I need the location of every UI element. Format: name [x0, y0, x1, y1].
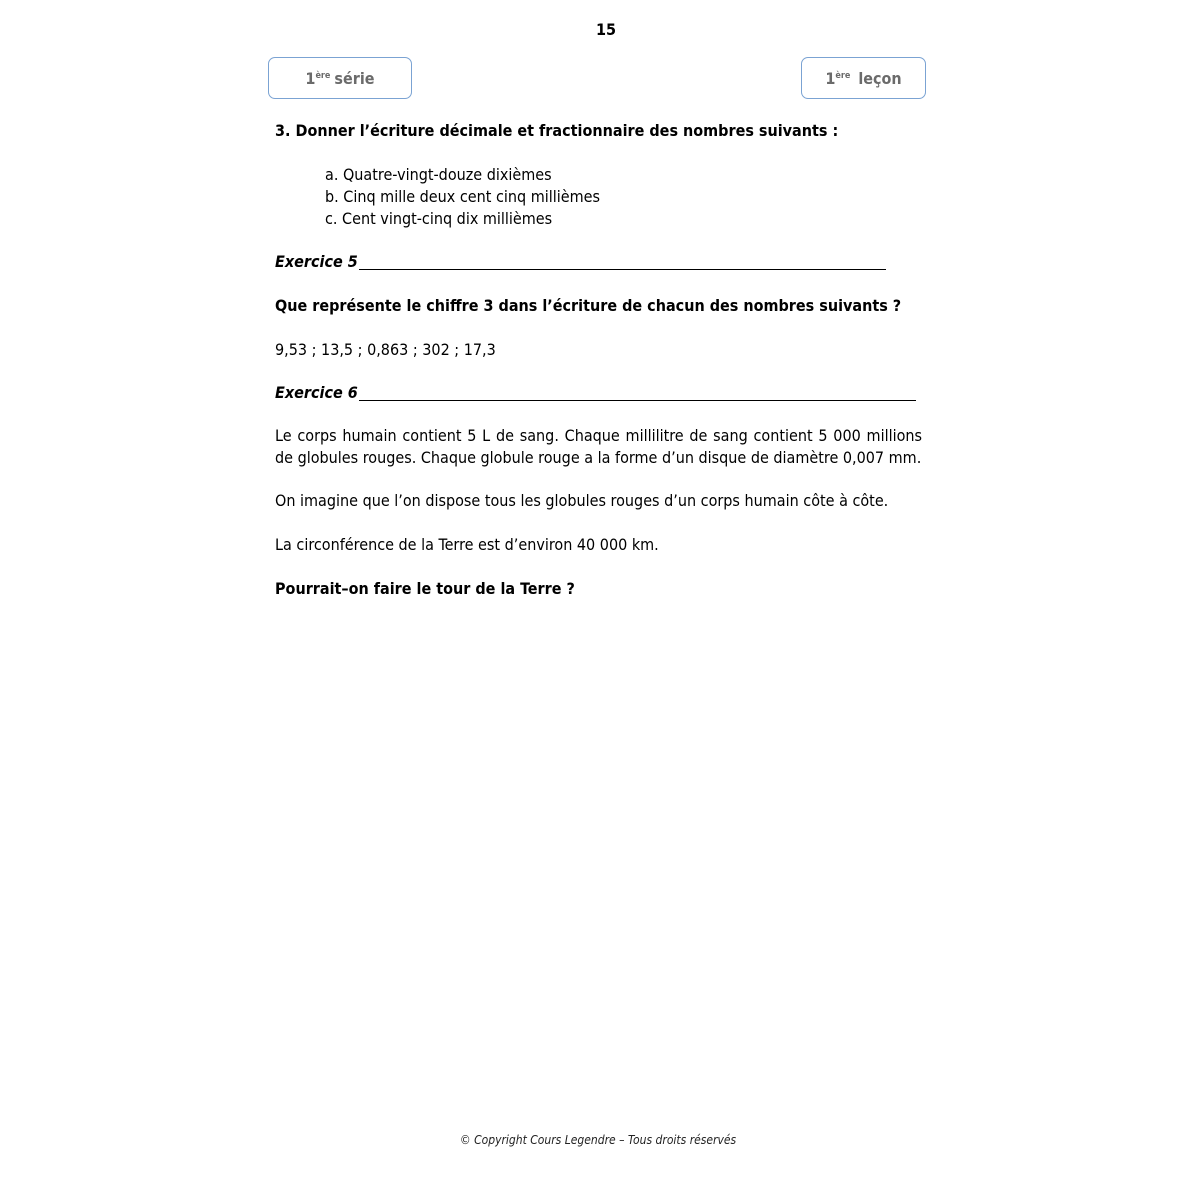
page-number: 15 [595, 20, 617, 39]
serie-tag-superscript: ère [315, 71, 331, 81]
question3-item-a: a. Quatre-vingt-douze dixièmes [325, 165, 552, 184]
question3-title: 3. Donner l’écriture décimale et fractionnaire des nombres suivants : [275, 121, 839, 140]
exercise5-heading-label: Exercice 5 [275, 252, 358, 271]
exercise6-paragraph-3: La circonférence de la Terre est d’environ 40 000 km. [275, 535, 659, 554]
serie-tag-box [268, 57, 412, 99]
exercise5-numbers: 9,53 ; 13,5 ; 0,863 ; 302 ; 17,3 [275, 340, 496, 359]
exercise6-paragraph-1: Le corps humain contient 5 L de sang. Chaque millilitre de sang contient 5 000 millions de globules rouges. Chaque globule rouge a la forme d’un disque de diamètre 0,007 mm. [275, 426, 922, 467]
exercise5-heading [275, 252, 886, 271]
lecon-tag-superscript: ère [835, 71, 851, 81]
exercise5-underline [359, 252, 886, 270]
lecon-tag-word: leçon [858, 68, 902, 88]
question3-item-c: c. Cent vingt-cinq dix millièmes [325, 209, 553, 228]
lecon-tag-number: 1 [825, 68, 836, 88]
exercise6-heading [275, 383, 916, 402]
exercise6-paragraph-2: On imagine que l’on dispose tous les globules rouges d’un corps humain côte à côte. [275, 491, 889, 510]
exercise6-underline [359, 383, 916, 401]
exercise6-heading-label: Exercice 6 [275, 383, 358, 402]
exercise6-question: Pourrait–on faire le tour de la Terre ? [275, 579, 575, 598]
serie-tag-word: série [334, 68, 375, 88]
question3-item-b: b. Cinq mille deux cent cinq millièmes [325, 187, 600, 206]
lecon-tag-box [801, 57, 926, 99]
serie-tag-number: 1 [305, 68, 316, 88]
exercise5-question: Que représente le chiffre 3 dans l’écriture de chacun des nombres suivants ? [275, 296, 902, 315]
copyright-footer: © Copyright Cours Legendre – Tous droits réservés [459, 1133, 737, 1147]
